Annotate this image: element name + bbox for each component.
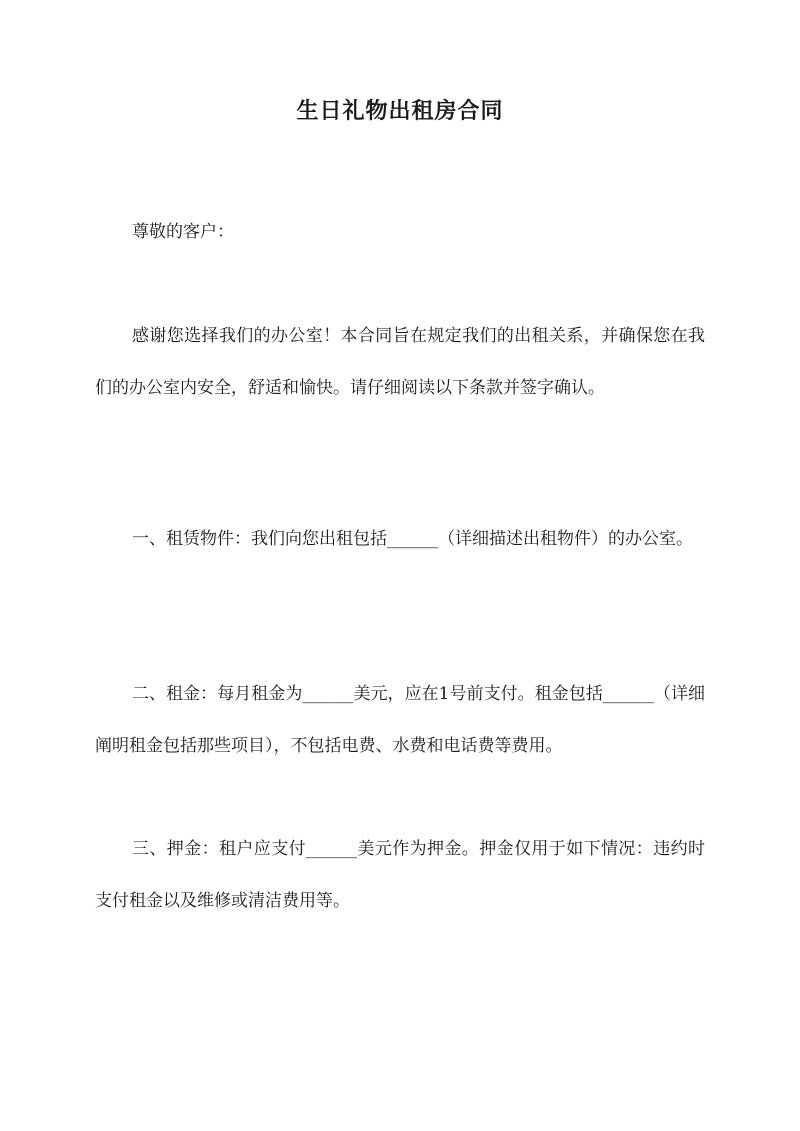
document-title: 生日礼物出租房合同 <box>296 98 504 124</box>
clause-rental-items: 一、租赁物件：我们向您出租包括______（详细描述出租物件）的办公室。 <box>132 529 693 549</box>
clause-rent: 二、租金：每月租金为______美元，应在1号前支付。租金包括______（详细阐明租金包括那些项目），不包括电费、水费和电话费等费用。 <box>95 684 705 756</box>
clause-deposit: 三、押金：租户应支付______美元作为押金。押金仅用于如下情况：违约时支付租金以及维修或清洁费用等。 <box>95 839 705 911</box>
intro-paragraph: 感谢您选择我们的办公室！本合同旨在规定我们的出租关系，并确保您在我们的办公室内安全，舒适和愉快。请仔细阅读以下条款并签字确认。 <box>95 326 705 398</box>
salutation: 尊敬的客户： <box>132 222 234 242</box>
